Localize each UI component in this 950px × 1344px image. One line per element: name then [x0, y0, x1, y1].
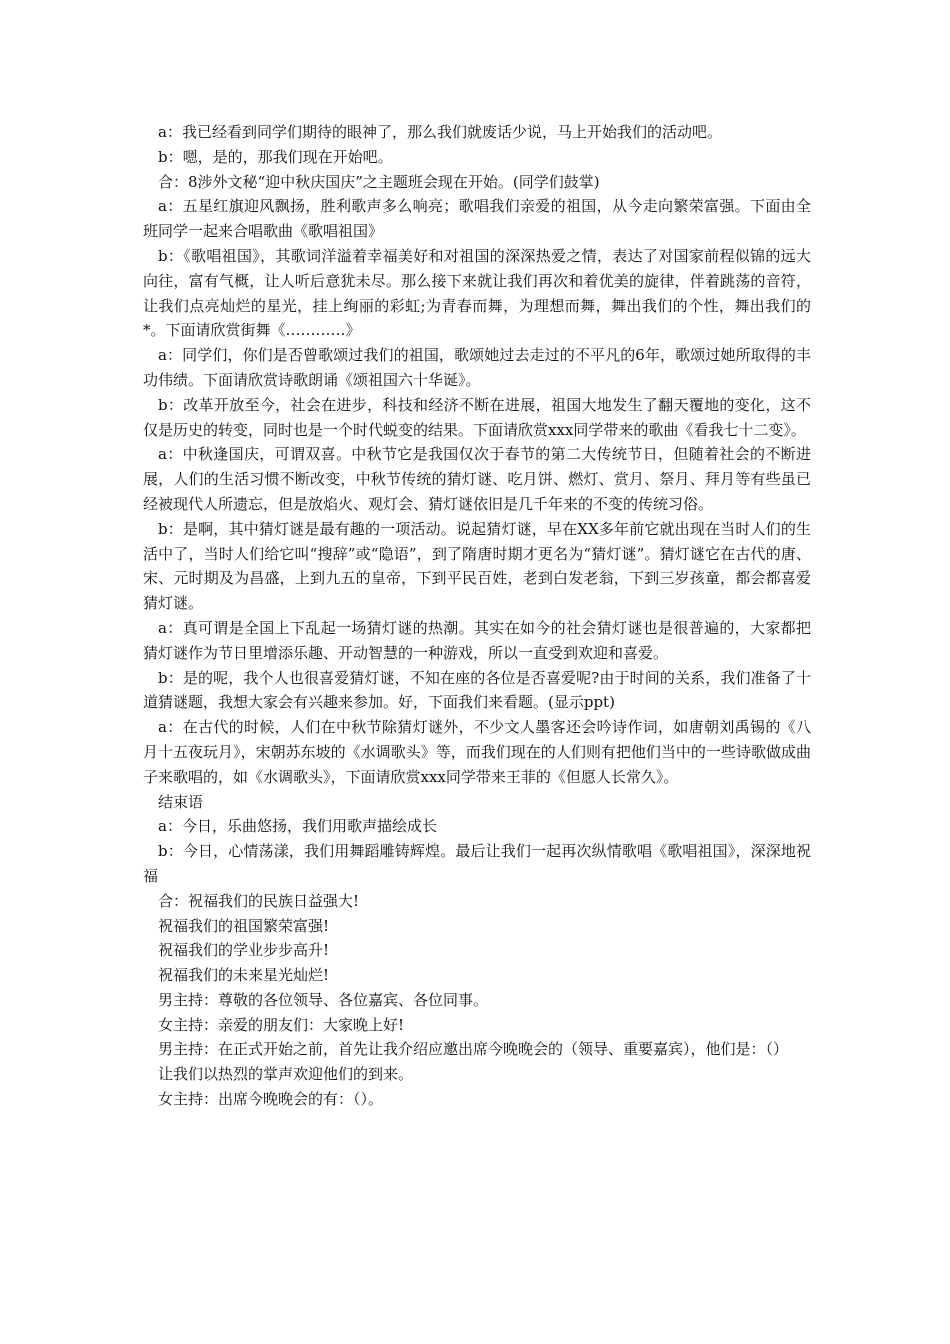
paragraph-9: b：是啊，其中猜灯谜是最有趣的一项活动。说起猜灯谜，早在XX多年前它就出现在当时人们的生活中了，当时人们给它叫“搜辞”或“隐语”，到了隋唐时期才更名为“猜灯谜”。猜灯谜它在古代的唐、宋、元时期及为昌盛，上到九五的皇帝，下到平民百姓，老到白发老翁，下到三岁孩童，都会都喜爱猜灯谜。 — [143, 519, 811, 613]
paragraph-21: 女主持：亲爱的朋友们：大家晚上好! — [158, 1015, 405, 1034]
paragraph-3: 合：8涉外文秘“迎中秋庆国庆”之主题班会现在开始。(同学们鼓掌) — [158, 172, 600, 191]
paragraph-5: b：《歌唱祖国》，其歌词洋溢着幸福美好和对祖国的深深热爱之情，表达了对国家前程似锦的远大向往，富有气概，让人听后意犹未尽。那么接下来就让我们再次和着优美的旋律，伴着跳荡的音符，让我们点亮灿烂的星光，挂上绚丽的彩虹;为青春而舞，为理想而舞，舞出我们的个性，舞出我们的*。下面请欣赏街舞《…………》 — [143, 246, 811, 340]
paragraph-16: 合：祝福我们的民族日益强大! — [158, 891, 360, 910]
paragraph-18: 祝福我们的学业步步高升! — [158, 941, 330, 960]
paragraph-4: a：五星红旗迎风飘扬，胜利歌声多么响亮；歌唱我们亲爱的祖国，从今走向繁荣富强。下面由全班同学一起来合唱歌曲《歌唱祖国》 — [143, 197, 811, 241]
document-body — [143, 120, 811, 1112]
section-heading-closing: 结束语 — [158, 792, 204, 811]
paragraph-17: 祝福我们的祖国繁荣富强! — [158, 916, 330, 935]
paragraph-11: b：是的呢，我个人也很喜爱猜灯谜，不知在座的各位是否喜爱呢?由于时间的关系，我们准备了十道猜谜题，我想大家会有兴趣来参加。好，下面我们来看题。(显示ppt) — [143, 668, 811, 712]
paragraph-6: a：同学们，你们是否曾歌颂过我们的祖国，歌颂她过去走过的不平凡的6年，歌颂过她所取得的丰功伟绩。下面请欣赏诗歌朗诵《颂祖国六十华诞》。 — [143, 346, 811, 389]
paragraph-24: 女主持：出席今晚晚会的有：（）。 — [158, 1090, 384, 1109]
paragraph-23: 让我们以热烈的掌声欢迎他们的到来。 — [158, 1065, 414, 1084]
paragraph-19: 祝福我们的未来星光灿烂! — [158, 966, 330, 985]
paragraph-22: 男主持：在正式开始之前，首先让我介绍应邀出席今晚晚会的（领导、重要嘉宾），他们是：（） — [158, 1040, 789, 1059]
paragraph-14: a：今日，乐曲悠扬，我们用歌声描绘成长 — [158, 817, 437, 836]
paragraph-20: 男主持：尊敬的各位领导、各位嘉宾、各位同事。 — [158, 990, 489, 1009]
paragraph-1: a：我已经看到同学们期待的眼神了，那么我们就废话少说，马上开始我们的活动吧。 — [158, 123, 722, 141]
paragraph-8: a：中秋逢国庆，可谓双喜。中秋节它是我国仅次于春节的第二大传统节日，但随着社会的不断进展，人们的生活习惯不断改变，中秋节传统的猜灯谜、吃月饼、燃灯、赏月、祭月、拜月等有些虽已经被现代人所遗忘，但是放焰火、观灯会、猜灯谜依旧是几千年来的不变的传统习俗。 — [143, 445, 811, 513]
paragraph-12: a：在古代的时候，人们在中秋节除猜灯谜外，不少文人墨客还会吟诗作词，如唐朝刘禹锡的《八月十五夜玩月》，宋朝苏东坡的《水调歌头》等，而我们现在的人们则有把他们当中的一些诗歌做成曲子来歌唱的，如《水调歌头》，下面请欣赏xxx同学带来王菲的《但愿人长常久》。 — [143, 718, 811, 786]
paragraph-2: b：嗯，是的，那我们现在开始吧。 — [158, 147, 393, 166]
paragraph-7: b：改革开放至今，社会在进步，科技和经济不断在进展，祖国大地发生了翻天覆地的变化，这不仅是历史的转变，同时也是一个时代蜕变的结果。下面请欣赏xxx同学带来的歌曲《看我七十二变》。 — [143, 395, 811, 439]
paragraph-15: b：今日，心情荡漾，我们用舞蹈雕铸辉煌。最后让我们一起再次纵情歌唱《歌唱祖国》，深深地祝福 — [143, 842, 811, 885]
paragraph-10: a：真可谓是全国上下乱起一场猜灯谜的热潮。其实在如今的社会猜灯谜也是很普遍的，大家都把猜灯谜作为节日里增添乐趣、开动智慧的一种游戏，所以一直受到欢迎和喜爱。 — [143, 618, 811, 662]
